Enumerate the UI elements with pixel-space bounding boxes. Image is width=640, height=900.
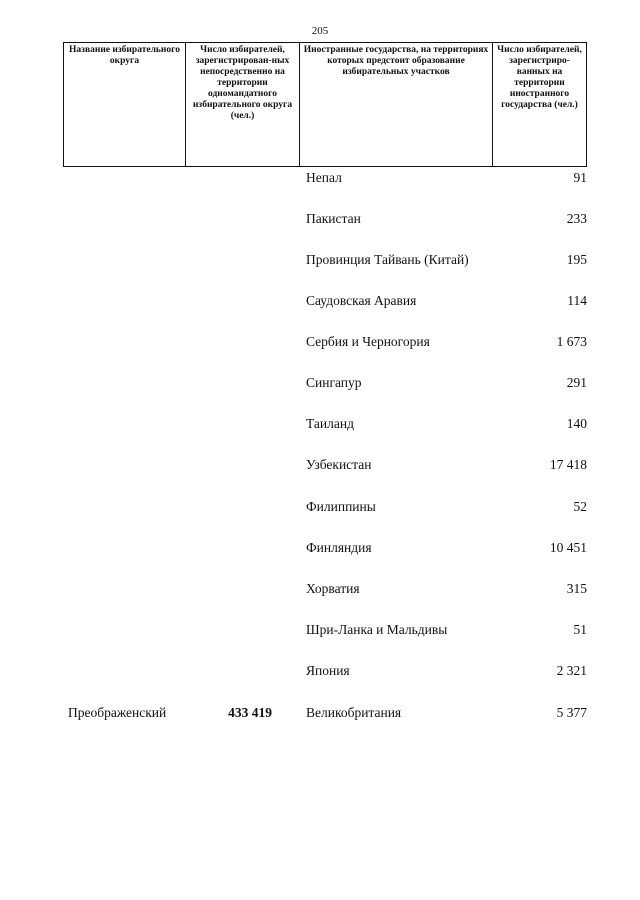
table-header — [63, 42, 587, 167]
country-name: Сингапур — [306, 375, 362, 390]
country-name: Саудовская Аравия — [306, 293, 417, 308]
country-name: Таиланд — [306, 416, 354, 431]
voter-count: 5 377 — [556, 705, 587, 720]
country-name: Великобритания — [306, 705, 402, 720]
country-name: Пакистан — [306, 211, 361, 226]
table-row — [0, 581, 640, 601]
header-voters-abroad: Число избирателей, зарегистриро-ванных на территории иностранного государства (чел.) — [493, 43, 587, 167]
table-row — [0, 252, 640, 272]
country-name: Шри-Ланка и Мальдивы — [306, 622, 448, 637]
voter-count: 291 — [566, 375, 587, 390]
table-row — [0, 540, 640, 560]
voter-count: 140 — [566, 416, 587, 431]
table-row — [0, 170, 640, 190]
voter-count: 17 418 — [549, 457, 587, 472]
voter-count: 195 — [566, 252, 587, 267]
country-name: Япония — [306, 663, 350, 678]
voter-count: 51 — [573, 622, 587, 637]
voter-count: 233 — [566, 211, 587, 226]
header-foreign-states: Иностранные государства, на территориях которых предстоит образование избирательных участков — [300, 43, 493, 167]
table-row — [0, 705, 640, 725]
page-number: 205 — [311, 25, 329, 37]
table-row — [0, 334, 640, 354]
voter-count: 2 321 — [556, 663, 587, 678]
voter-count: 52 — [573, 499, 587, 514]
country-name: Филиппины — [306, 499, 376, 514]
country-name: Непал — [306, 170, 342, 185]
table-row — [0, 416, 640, 436]
header-voters-in-district: Число избирателей, зарегистрирован-ных непосредственно на территории одномандатного избирательного округа (чел.) — [186, 43, 300, 167]
table-row — [0, 211, 640, 231]
country-name: Сербия и Черногория — [306, 334, 430, 349]
district-name: Преображенский — [68, 705, 167, 720]
country-name: Финляндия — [306, 540, 372, 555]
table-row — [0, 293, 640, 313]
voter-count: 315 — [566, 581, 587, 596]
table-row — [0, 622, 640, 642]
district-voter-total: 433 419 — [228, 705, 272, 720]
table-row — [0, 663, 640, 683]
country-name: Узбекистан — [306, 457, 372, 472]
voter-count: 10 451 — [549, 540, 587, 555]
voter-count: 1 673 — [556, 334, 587, 349]
table-row — [0, 457, 640, 477]
voter-count: 91 — [573, 170, 587, 185]
table-row — [0, 375, 640, 395]
country-name: Провинция Тайвань (Китай) — [306, 252, 469, 267]
table-row — [0, 499, 640, 519]
voter-count: 114 — [567, 293, 587, 308]
header-district-name: Название избирательного округа — [64, 43, 186, 167]
country-name: Хорватия — [306, 581, 360, 596]
